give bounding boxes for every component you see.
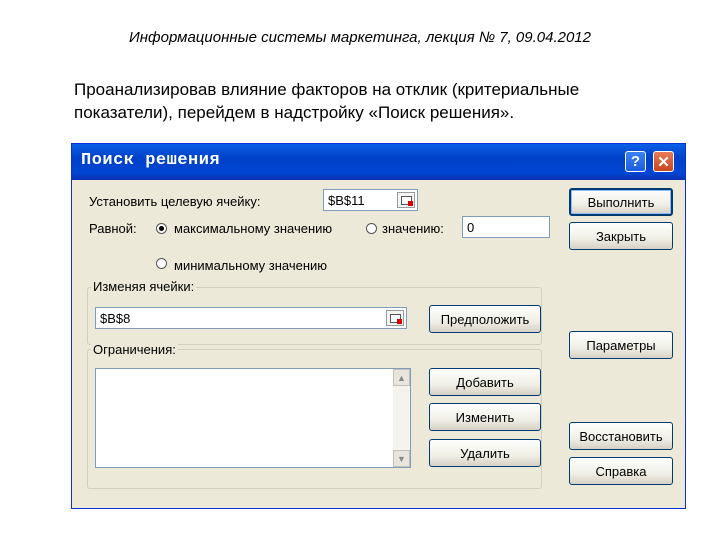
value-input[interactable] [462, 216, 550, 238]
cell-picker-icon[interactable] [386, 310, 404, 326]
radio-min-label: минимальному значению [174, 258, 328, 273]
constraints-scrollbar[interactable] [393, 369, 410, 467]
radio-max[interactable] [156, 223, 167, 234]
reset-button[interactable]: Восстановить [569, 422, 673, 450]
slide-intro-text: Проанализировав влияние факторов на отклик (критериальные показатели), перейдем в надстройку «Поиск решения». [74, 80, 580, 122]
changing-cells-value: $B$8 [100, 311, 131, 326]
solver-dialog [71, 143, 686, 509]
radio-value-label: значению: [382, 221, 444, 236]
target-cell-label: Установить целевую ячейку: [89, 194, 261, 209]
cell-picker-icon[interactable] [397, 192, 415, 208]
close-button[interactable]: Закрыть [569, 222, 673, 250]
options-button[interactable]: Параметры [569, 331, 673, 359]
delete-button[interactable]: Удалить [429, 439, 541, 467]
target-cell-value: $B$11 [328, 193, 365, 208]
target-cell-input[interactable] [323, 189, 418, 211]
change-button[interactable]: Изменить [429, 403, 541, 431]
scroll-up-icon[interactable]: ▲ [393, 369, 410, 386]
radio-max-label: максимальному значению [174, 221, 333, 236]
close-icon[interactable]: ✕ [653, 151, 674, 172]
changing-cells-label: Изменяя ячейки: [93, 279, 195, 294]
dialog-title: Поиск решения [81, 151, 221, 170]
slide-header: Информационные системы маркетинга, лекция № 7, 09.04.2012 [128, 29, 591, 46]
constraints-label: Ограничения: [93, 342, 176, 357]
add-button[interactable]: Добавить [429, 368, 541, 396]
radio-min[interactable] [156, 258, 167, 269]
dialog-titlebar[interactable] [72, 144, 685, 180]
equal-to-label: Равной: [89, 221, 137, 236]
radio-value[interactable] [366, 223, 377, 234]
changing-cells-input[interactable] [95, 307, 407, 329]
constraints-list[interactable] [95, 368, 411, 468]
help-button[interactable]: Справка [569, 457, 673, 485]
solve-button[interactable]: Выполнить [569, 188, 673, 216]
guess-button[interactable]: Предположить [429, 305, 541, 333]
scroll-down-icon[interactable]: ▼ [393, 450, 410, 467]
help-icon[interactable]: ? [625, 151, 646, 172]
value-input-text: 0 [467, 220, 475, 235]
